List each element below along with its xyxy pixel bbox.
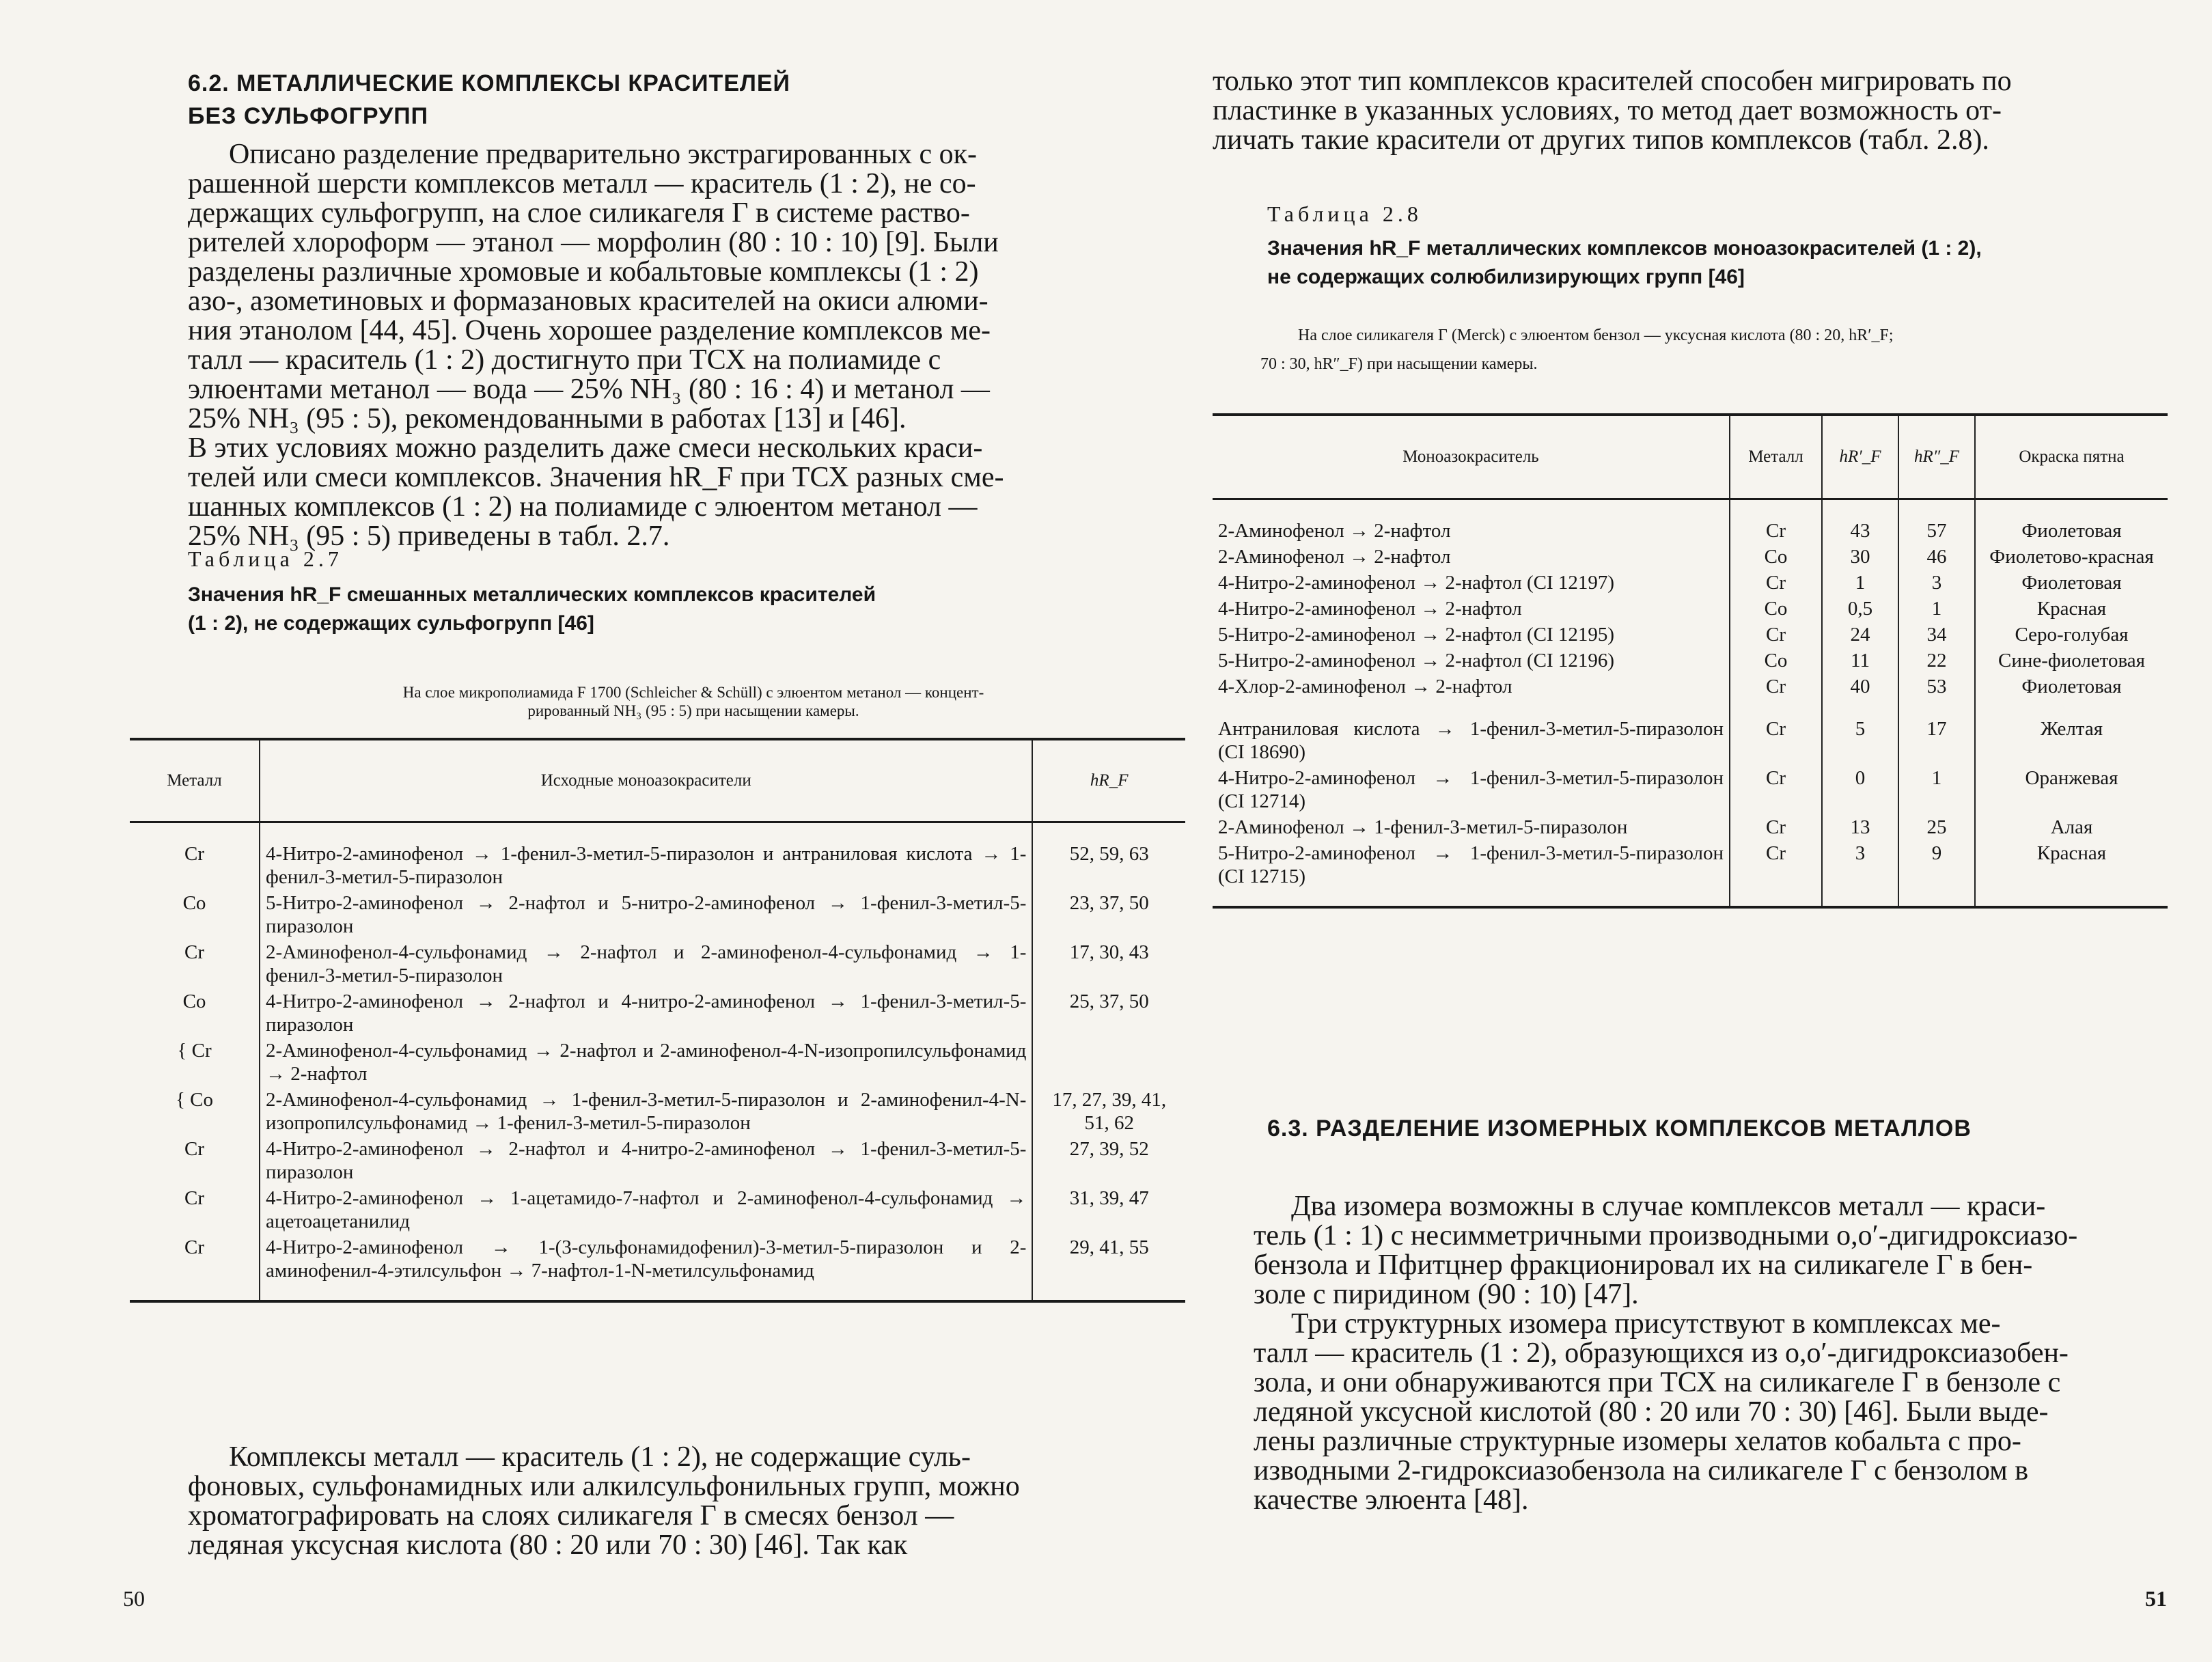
- cell-dye: 2-Аминофенол → 2-нафтол: [1218, 520, 1451, 542]
- table-row: [1213, 840, 2168, 907]
- paragraph-line: ледяной уксусной кислотой (80 : 20 или 70 : 30) [46]. Были выде-: [1254, 1396, 2049, 1428]
- cell-spot-color: Серо-голубая: [1975, 622, 2168, 648]
- cell-dye: Антраниловая кислота → 1-фенил-3-метил-5-пиразолон (CI 18690): [1218, 718, 1724, 763]
- cell-metal: Cr: [1730, 674, 1822, 700]
- cell-hrf-double-prime: 53: [1898, 674, 1975, 700]
- paragraph-line: телей или смеси комплексов. Значения hR_F при ТСХ разных сме-: [188, 462, 1004, 493]
- cell-metal: { Cr: [177, 1040, 212, 1062]
- cell-hrf: 17, 27, 39, 41, 51, 62: [1032, 1087, 1185, 1136]
- paragraph-line: Комплексы металл — краситель (1 : 2), не содержащие суль-: [229, 1441, 971, 1473]
- cell-hrf: [1032, 1038, 1185, 1087]
- cell-dye: 4-Нитро-2-аминофенол → 2-нафтол (CI 12197): [1218, 572, 1615, 594]
- table-row: [130, 1234, 1185, 1301]
- cell-hrf: 23, 37, 50: [1032, 890, 1185, 939]
- cell-hrf-prime: 0: [1822, 765, 1898, 814]
- paragraph-line: ледяная уксусная кислота (80 : 20 или 70 : 30) [46]. Так как: [188, 1529, 908, 1561]
- paragraph-continuation: [1213, 67, 2166, 155]
- paragraph-intro: [188, 140, 1206, 551]
- cell-hrf-prime: 24: [1822, 622, 1898, 648]
- paragraph-line: тель (1 : 1) с несимметричными производными o,o′-дигидроксиазо-: [1254, 1220, 2078, 1251]
- cell-hrf-prime: 5: [1822, 700, 1898, 765]
- cell-metal: { Co: [176, 1089, 214, 1111]
- table-row: [1213, 499, 2168, 544]
- cell-dyes: 4-Нитро-2-аминофенол → 2-нафтол и 4-нитро-2-аминофенол → 1-фенил-3-метил-5-пиразолон: [260, 1136, 1032, 1185]
- cell-hrf-double-prime: 22: [1898, 648, 1975, 674]
- cell-spot-color: Фиолетовая: [1975, 499, 2168, 544]
- paragraph-line: В этих условиях можно разделить даже смеси нескольких краси-: [188, 432, 983, 464]
- cell-hrf: 27, 39, 52: [1032, 1136, 1185, 1185]
- paragraph-three-isomers: [1254, 1310, 2162, 1515]
- table-2-7-title: Значения hR_F смешанных металлических комплексов красителей (1 : 2), не содержащих сульфогрупп [46]: [188, 583, 876, 635]
- cell-metal: Cr: [184, 843, 205, 865]
- cell-dye: 2-Аминофенол → 2-нафтол: [1218, 546, 1451, 568]
- table-row: [130, 890, 1185, 939]
- header-metal: Металл: [1730, 415, 1822, 499]
- table-2-8-note: На слое силикагеля Г (Merck) с элюентом бензол — уксусная кислота (80 : 20, hR′_F; 70 : 30, hR″_F) при насыщении камеры.: [1260, 327, 1894, 373]
- paragraph-line: элюентами метанол — вода — 25% NH₃ (80 : 16 : 4) и метанол —: [188, 374, 990, 405]
- table-row: [130, 939, 1185, 988]
- cell-hrf: 29, 41, 55: [1032, 1234, 1185, 1301]
- page-number-left: 50: [123, 1586, 145, 1611]
- cell-hrf-double-prime: 17: [1898, 700, 1975, 765]
- cell-hrf-prime: 40: [1822, 674, 1898, 700]
- table-row: [1213, 674, 2168, 700]
- table-row: [1213, 622, 2168, 648]
- paragraph-line: разделены различные хромовые и кобальтовые комплексы (1 : 2): [188, 256, 979, 288]
- table-2-8-label: Таблица 2.8: [1267, 202, 1422, 226]
- cell-hrf-double-prime: 9: [1898, 840, 1975, 907]
- cell-dyes: 4-Нитро-2-аминофенол → 1-фенил-3-метил-5-пиразолон и антраниловая кислота → 1-фенил-3-метил-5-пиразолон: [260, 822, 1032, 891]
- cell-dyes: 4-Нитро-2-аминофенол → 2-нафтол и 4-нитро-2-аминофенол → 1-фенил-3-метил-5-пиразолон: [260, 988, 1032, 1038]
- cell-hrf-double-prime: 1: [1898, 765, 1975, 814]
- table-row: [130, 1038, 1185, 1087]
- paragraph-line: хроматографировать на слоях силикагеля Г в смесях бензол —: [188, 1500, 954, 1532]
- paragraph-line: Два изомера возможны в случае комплексов металл — краси-: [1291, 1191, 2046, 1222]
- cell-hrf-double-prime: 34: [1898, 622, 1975, 648]
- table-row: [1213, 700, 2168, 765]
- cell-hrf-double-prime: 1: [1898, 596, 1975, 622]
- cell-dye: 5-Нитро-2-аминофенол → 2-нафтол (CI 12196): [1218, 650, 1615, 671]
- cell-hrf-double-prime: 46: [1898, 544, 1975, 570]
- cell-hrf-double-prime: 25: [1898, 814, 1975, 840]
- table-row: [1213, 596, 2168, 622]
- cell-hrf-double-prime: 3: [1898, 570, 1975, 596]
- cell-metal: Co: [182, 991, 206, 1012]
- paragraph-line: талл — краситель (1 : 2) достигнуто при ТСХ на полиамиде с: [188, 344, 941, 376]
- cell-hrf: 25, 37, 50: [1032, 988, 1185, 1038]
- cell-spot-color: Фиолетовая: [1975, 674, 2168, 700]
- paragraph-line: пластинке в указанных условиях, то метод дает возможность от-: [1213, 95, 2002, 126]
- cell-metal: Co: [1730, 596, 1822, 622]
- cell-hrf-prime: 43: [1822, 499, 1898, 544]
- cell-metal: Cr: [1730, 622, 1822, 648]
- table-row: [1213, 648, 2168, 674]
- paragraph-line: азо-, азометиновых и формазановых красителей на окиси алюми-: [188, 286, 989, 317]
- cell-hrf: 17, 30, 43: [1032, 939, 1185, 988]
- paragraph-line: только этот тип комплексов красителей способен мигрировать по: [1213, 66, 2012, 97]
- cell-dyes: 2-Аминофенол-4-сульфонамид → 1-фенил-3-метил-5-пиразолон и 2-аминофенил-4-N-изопропилсульфонамид → 1-фенил-3-метил-5-пиразолон: [260, 1087, 1032, 1136]
- cell-dye: 4-Нитро-2-аминофенол → 1-фенил-3-метил-5-пиразолон (CI 12714): [1218, 767, 1724, 812]
- table-2-7: [130, 738, 1185, 1303]
- cell-dyes: 5-Нитро-2-аминофенол → 2-нафтол и 5-нитро-2-аминофенол → 1-фенил-3-метил-5-пиразолон: [260, 890, 1032, 939]
- section-heading-6-3: 6.3. РАЗДЕЛЕНИЕ ИЗОМЕРНЫХ КОМПЛЕКСОВ МЕТАЛЛОВ: [1267, 1116, 1972, 1141]
- cell-spot-color: Фиолетово-красная: [1975, 544, 2168, 570]
- paragraph-line: ния этанолом [44, 45]. Очень хорошее разделение комплексов ме-: [188, 315, 991, 346]
- table-row: [130, 822, 1185, 891]
- header-spot-color: Окраска пятна: [1975, 415, 2168, 499]
- cell-hrf-double-prime: 57: [1898, 499, 1975, 544]
- cell-dye: 4-Хлор-2-аминофенол → 2-нафтол: [1218, 676, 1512, 697]
- cell-hrf-prime: 30: [1822, 544, 1898, 570]
- paragraph-line: зола, и они обнаруживаются при ТСХ на силикагеле Г в бензоле с: [1254, 1367, 2061, 1398]
- cell-spot-color: Красная: [1975, 840, 2168, 907]
- cell-metal: Cr: [1730, 840, 1822, 907]
- header-dyes: Исходные моноазокрасители: [260, 739, 1032, 822]
- paragraph-line: шанных комплексов (1 : 2) на полиамиде с элюентом метанол —: [188, 491, 978, 523]
- cell-hrf-prime: 13: [1822, 814, 1898, 840]
- cell-spot-color: Красная: [1975, 596, 2168, 622]
- table-row: [130, 988, 1185, 1038]
- table-row: [1213, 570, 2168, 596]
- header-hrf: hR_F: [1032, 739, 1185, 822]
- table-2-8-title: Значения hR_F металлических комплексов моноазокрасителей (1 : 2), не содержащих солюбилизирующих групп [46]: [1267, 237, 1982, 288]
- cell-metal: Co: [1730, 648, 1822, 674]
- cell-dye: 4-Нитро-2-аминофенол → 2-нафтол: [1218, 598, 1522, 620]
- paragraph-line: золе с пиридином (90 : 10) [47].: [1254, 1279, 1639, 1310]
- cell-metal: Cr: [184, 1138, 205, 1160]
- table-row: [1213, 544, 2168, 570]
- cell-dye: 5-Нитро-2-аминофенол → 1-фенил-3-метил-5-пиразолон (CI 12715): [1213, 840, 1730, 907]
- table-header-row: [130, 739, 1185, 822]
- cell-metal: Cr: [1730, 814, 1822, 840]
- cell-hrf: 52, 59, 63: [1032, 822, 1185, 891]
- cell-dye: 2-Аминофенол → 1-фенил-3-метил-5-пиразолон: [1218, 816, 1628, 838]
- cell-hrf-prime: 11: [1822, 648, 1898, 674]
- page-number-right: 51: [2145, 1586, 2167, 1611]
- cell-dyes: 2-Аминофенол-4-сульфонамид → 2-нафтол и 2-аминофенол-4-N-изопропилсульфонамид → 2-нафтол: [260, 1038, 1032, 1087]
- paragraph-line: рителей хлороформ — этанол — морфолин (80 : 10 : 10) [9]. Были: [188, 227, 999, 258]
- cell-dyes: 2-Аминофенол-4-сульфонамид → 2-нафтол и 2-аминофенол-4-сульфонамид → 1-фенил-3-метил-5-пиразолон: [260, 939, 1032, 988]
- cell-spot-color: Оранжевая: [1975, 765, 2168, 814]
- cell-metal: Cr: [184, 941, 205, 963]
- paragraph-line: фоновых, сульфонамидных или алкилсульфонильных групп, можно: [188, 1471, 1020, 1502]
- cell-metal: Cr: [130, 1234, 260, 1301]
- cell-dyes: 4-Нитро-2-аминофенол → 1-(3-сульфонамидофенил)-3-метил-5-пиразолон и 2-аминофенил-4-этилсульфон → 7-нафтол-1-N-метилсульфонамид: [260, 1234, 1032, 1301]
- cell-metal: Cr: [184, 1187, 205, 1209]
- table-row: [130, 1087, 1185, 1136]
- paragraph-line: Три структурных изомера присутствуют в комплексах ме-: [1291, 1308, 2001, 1340]
- table-2-7-label: Таблица 2.7: [188, 546, 343, 571]
- paragraph-line: 25% NH₃ (95 : 5), рекомендованными в работах [13] и [46].: [188, 403, 907, 434]
- header-dye: Моноазокраситель: [1213, 415, 1730, 499]
- paragraph-complexes: [188, 1443, 1206, 1560]
- header-metal: Металл: [130, 739, 260, 822]
- cell-metal: Co: [1730, 544, 1822, 570]
- header-hrf-double-prime: hR″_F: [1898, 415, 1975, 499]
- table-row: [1213, 814, 2168, 840]
- paragraph-line: рашенной шерсти комплексов металл — краситель (1 : 2), не со-: [188, 168, 976, 199]
- table-row: [130, 1185, 1185, 1234]
- paragraph-line: качестве элюента [48].: [1254, 1484, 1529, 1516]
- cell-spot-color: Фиолетовая: [1975, 570, 2168, 596]
- cell-dyes: 4-Нитро-2-аминофенол → 1-ацетамидо-7-нафтол и 2-аминофенол-4-сульфонамид → ацетоацетанилид: [260, 1185, 1032, 1234]
- table-row: [130, 1136, 1185, 1185]
- cell-dye: 5-Нитро-2-аминофенол → 2-нафтол (CI 12195): [1218, 624, 1615, 646]
- paragraph-line: изводными 2-гидроксиазобензола на силикагеле Г с бензолом в: [1254, 1455, 2029, 1486]
- cell-metal: Cr: [1730, 700, 1822, 765]
- cell-metal: Cr: [1730, 570, 1822, 596]
- table-2-7-note: На слое микрополиамида F 1700 (Schleicher & Schüll) с элюентом метанол — концент- рированный NH₃ (95 : 5) при насыщении камеры.: [402, 684, 984, 719]
- right-page: [1213, 0, 2169, 1662]
- paragraph-line: личать такие красители от других типов комплексов (табл. 2.8).: [1213, 124, 1989, 156]
- paragraph-line: бензола и Пфитцнер фракционировал их на силикагеле Г в бен-: [1254, 1249, 2033, 1281]
- cell-hrf: 31, 39, 47: [1032, 1185, 1185, 1234]
- paragraph-two-isomers: [1254, 1192, 2162, 1310]
- cell-hrf-prime: 1: [1822, 570, 1898, 596]
- table-row: [1213, 765, 2168, 814]
- section-heading-6-2: 6.2. МЕТАЛЛИЧЕСКИЕ КОМПЛЕКСЫ КРАСИТЕЛЕЙ БЕЗ СУЛЬФОГРУПП: [188, 70, 790, 129]
- cell-metal: Cr: [1730, 499, 1822, 544]
- header-hrf-prime: hR′_F: [1822, 415, 1898, 499]
- cell-spot-color: Сине-фиолетовая: [1975, 648, 2168, 674]
- left-page: [123, 0, 1167, 1662]
- paragraph-line: 25% NH₃ (95 : 5) приведены в табл. 2.7.: [188, 521, 670, 552]
- table-2-8: [1213, 413, 2168, 909]
- cell-metal: Co: [182, 892, 206, 914]
- cell-hrf-prime: 3: [1822, 840, 1898, 907]
- paragraph-line: лены различные структурные изомеры хелатов кобальта с про-: [1254, 1426, 2021, 1457]
- cell-spot-color: Алая: [1975, 814, 2168, 840]
- cell-metal: Cr: [1730, 765, 1822, 814]
- paragraph-line: талл — краситель (1 : 2), образующихся из o,o′-дигидроксиазобен-: [1254, 1338, 2069, 1369]
- cell-hrf-prime: 0,5: [1822, 596, 1898, 622]
- paragraph-line: держащих сульфогрупп, на слое силикагеля Г в системе раство-: [188, 197, 970, 229]
- paragraph-line: Описано разделение предварительно экстрагированных с ок-: [229, 139, 978, 170]
- table-header-row: [1213, 415, 2168, 499]
- cell-spot-color: Желтая: [1975, 700, 2168, 765]
